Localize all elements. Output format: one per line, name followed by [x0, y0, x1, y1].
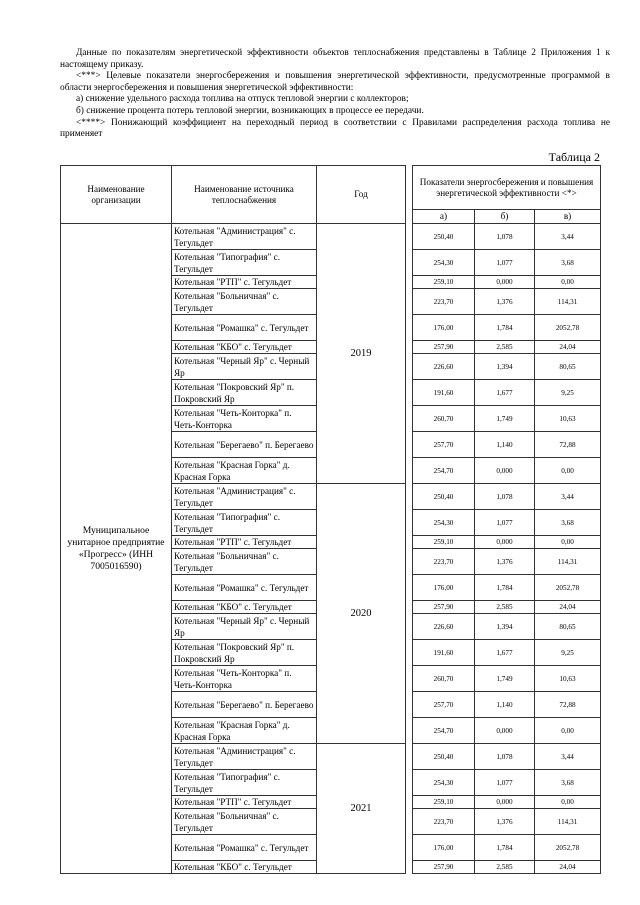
value-a: 259,10 — [413, 276, 475, 289]
source-name: Котельная "Больничная" с. Тегульдет — [172, 549, 317, 575]
value-c: 9,25 — [535, 640, 601, 666]
value-c: 72,88 — [535, 692, 601, 718]
year-cell: 2019 — [317, 224, 406, 484]
source-name: Котельная "Ромашка" с. Тегульдет — [172, 315, 317, 341]
value-a: 260,70 — [413, 666, 475, 692]
source-name: Котельная "Ромашка" с. Тегульдет — [172, 575, 317, 601]
source-name: Котельная "Четь-Конторка" п. Четь-Конторка — [172, 406, 317, 432]
value-a: 223,70 — [413, 549, 475, 575]
footnote-targets: <***> Целевые показатели энергосбережения и повышения энергетической эффективности, предусмотренные программой в области энергосбережения и повышения энергетической эффективности: — [60, 71, 610, 93]
intro-paragraph: Данные по показателям энергетической эффективности объектов теплоснабжения представлены в Таблице 2 Приложения 1 к настоящему приказу. — [60, 48, 610, 70]
table-row — [61, 224, 601, 250]
value-b: 1,376 — [475, 809, 535, 835]
source-name: Котельная "РТП" с. Тегульдет — [172, 276, 317, 289]
value-c: 24,04 — [535, 601, 601, 614]
value-c: 0,00 — [535, 458, 601, 484]
value-a: 223,70 — [413, 289, 475, 315]
value-a: 257,90 — [413, 341, 475, 354]
header-col-c: в) — [535, 210, 601, 224]
value-c: 3,44 — [535, 484, 601, 510]
value-a: 257,70 — [413, 432, 475, 458]
value-b: 1,376 — [475, 549, 535, 575]
value-a: 254,70 — [413, 718, 475, 744]
year-cell: 2020 — [317, 484, 406, 744]
value-a: 257,90 — [413, 601, 475, 614]
source-name: Котельная "Красная Горка" д. Красная Горка — [172, 458, 317, 484]
source-name: Котельная "КБО" с. Тегульдет — [172, 341, 317, 354]
value-b: 1,078 — [475, 224, 535, 250]
source-name: Котельная "РТП" с. Тегульдет — [172, 796, 317, 809]
value-b: 1,784 — [475, 315, 535, 341]
value-c: 80,65 — [535, 614, 601, 640]
value-b: 1,077 — [475, 510, 535, 536]
value-b: 1,140 — [475, 432, 535, 458]
value-c: 114,31 — [535, 289, 601, 315]
value-b: 1,677 — [475, 380, 535, 406]
value-c: 3,68 — [535, 770, 601, 796]
value-a: 176,00 — [413, 835, 475, 861]
value-c: 114,31 — [535, 549, 601, 575]
value-a: 176,00 — [413, 315, 475, 341]
value-b: 1,784 — [475, 835, 535, 861]
value-b: 1,749 — [475, 406, 535, 432]
value-a: 223,70 — [413, 809, 475, 835]
table-caption: Таблица 2 — [548, 150, 600, 164]
value-b: 1,394 — [475, 614, 535, 640]
value-a: 260,70 — [413, 406, 475, 432]
value-a: 250,40 — [413, 484, 475, 510]
value-b: 1,140 — [475, 692, 535, 718]
value-c: 0,00 — [535, 718, 601, 744]
source-name: Котельная "Типография" с. Тегульдет — [172, 770, 317, 796]
value-a: 176,00 — [413, 575, 475, 601]
source-name: Котельная "КБО" с. Тегульдет — [172, 861, 317, 874]
source-name: Котельная "Больничная" с. Тегульдет — [172, 809, 317, 835]
value-b: 1,376 — [475, 289, 535, 315]
value-c: 80,65 — [535, 354, 601, 380]
value-b: 0,000 — [475, 276, 535, 289]
value-c: 2052,78 — [535, 835, 601, 861]
value-a: 257,70 — [413, 692, 475, 718]
value-b: 0,000 — [475, 718, 535, 744]
value-b: 1,077 — [475, 250, 535, 276]
value-a: 254,70 — [413, 458, 475, 484]
value-c: 3,44 — [535, 224, 601, 250]
source-name: Котельная "Администрация" с. Тегульдет — [172, 224, 317, 250]
value-b: 1,077 — [475, 770, 535, 796]
year-cell: 2021 — [317, 744, 406, 874]
value-c: 24,04 — [535, 861, 601, 874]
value-c: 24,04 — [535, 341, 601, 354]
source-name: Котельная "Покровский Яр" п. Покровский Яр — [172, 640, 317, 666]
value-a: 259,10 — [413, 796, 475, 809]
source-name: Котельная "Администрация" с. Тегульдет — [172, 484, 317, 510]
source-name: Котельная "РТП" с. Тегульдет — [172, 536, 317, 549]
column-spacer — [406, 224, 413, 874]
intro-notes — [60, 48, 610, 141]
value-c: 2052,78 — [535, 315, 601, 341]
source-name: Котельная "Черный Яр" с. Черный Яр — [172, 354, 317, 380]
header-year: Год — [317, 166, 406, 224]
footnote-item-a: а) снижение удельного расхода топлива на отпуск тепловой энергии с коллекторов; — [76, 94, 409, 105]
value-a: 254,30 — [413, 770, 475, 796]
value-a: 250,40 — [413, 224, 475, 250]
footnote-coefficient: <****> Понижающий коэффициент на переходный период в соответствии с Правилами распределения расхода топлива не применяет — [60, 117, 610, 140]
value-a: 259,10 — [413, 536, 475, 549]
source-name: Котельная "Больничная" с. Тегульдет — [172, 289, 317, 315]
value-c: 3,68 — [535, 250, 601, 276]
header-source: Наименование источника теплоснабжения — [172, 166, 317, 224]
value-b: 1,078 — [475, 744, 535, 770]
header-col-a: а) — [413, 210, 475, 224]
value-c: 0,00 — [535, 796, 601, 809]
value-b: 2,585 — [475, 861, 535, 874]
value-a: 250,40 — [413, 744, 475, 770]
source-name: Котельная "Покровский Яр" п. Покровский Яр — [172, 380, 317, 406]
value-a: 226,60 — [413, 354, 475, 380]
value-c: 72,88 — [535, 432, 601, 458]
value-b: 1,677 — [475, 640, 535, 666]
value-c: 3,68 — [535, 510, 601, 536]
source-name: Котельная "Красная Горка" д. Красная Горка — [172, 718, 317, 744]
value-c: 3,44 — [535, 744, 601, 770]
value-b: 1,394 — [475, 354, 535, 380]
footnote-item-b: б) снижение процента потерь тепловой энергии, возникающих в процессе ее передачи. — [76, 105, 424, 116]
value-c: 0,00 — [535, 536, 601, 549]
value-c: 9,25 — [535, 380, 601, 406]
source-name: Котельная "Берегаево" п. Берегаево — [172, 432, 317, 458]
value-b: 1,078 — [475, 484, 535, 510]
value-a: 191,60 — [413, 380, 475, 406]
header-indicators: Показатели энергосбережения и повышения энергетической эффективности <*> — [413, 166, 601, 210]
value-c: 2052,78 — [535, 575, 601, 601]
source-name: Котельная "Администрация" с. Тегульдет — [172, 744, 317, 770]
header-spacer — [406, 166, 413, 224]
value-b: 2,585 — [475, 601, 535, 614]
source-name: Котельная "КБО" с. Тегульдет — [172, 601, 317, 614]
source-name: Котельная "Ромашка" с. Тегульдет — [172, 835, 317, 861]
value-c: 0,00 — [535, 276, 601, 289]
value-b: 2,585 — [475, 341, 535, 354]
source-name: Котельная "Черный Яр" с. Черный Яр — [172, 614, 317, 640]
value-b: 1,784 — [475, 575, 535, 601]
value-b: 0,000 — [475, 796, 535, 809]
value-a: 191,60 — [413, 640, 475, 666]
value-b: 1,749 — [475, 666, 535, 692]
value-a: 257,90 — [413, 861, 475, 874]
source-name: Котельная "Четь-Конторка" п. Четь-Конторка — [172, 666, 317, 692]
value-c: 10,63 — [535, 406, 601, 432]
value-a: 254,30 — [413, 250, 475, 276]
value-a: 254,30 — [413, 510, 475, 536]
header-org: Наименование организации — [61, 166, 172, 224]
value-b: 0,000 — [475, 458, 535, 484]
indicators-table — [60, 165, 601, 874]
value-a: 226,60 — [413, 614, 475, 640]
value-c: 10,63 — [535, 666, 601, 692]
org-name: Муниципальное унитарное предприятие «Прогресс» (ИНН 7005016590) — [61, 224, 172, 874]
value-b: 0,000 — [475, 536, 535, 549]
header-col-b: б) — [475, 210, 535, 224]
source-name: Котельная "Типография" с. Тегульдет — [172, 510, 317, 536]
value-c: 114,31 — [535, 809, 601, 835]
source-name: Котельная "Типография" с. Тегульдет — [172, 250, 317, 276]
source-name: Котельная "Берегаево" п. Берегаево — [172, 692, 317, 718]
